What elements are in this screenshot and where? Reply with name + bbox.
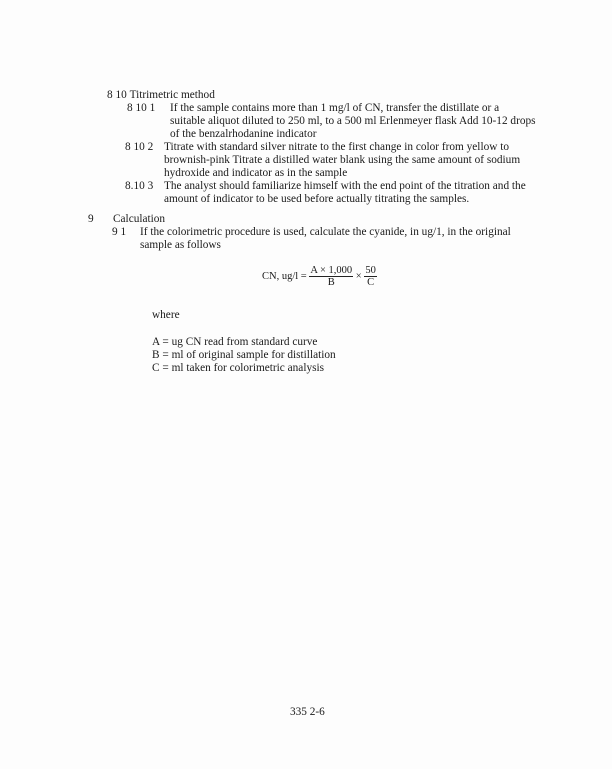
numerator: 50 xyxy=(365,265,376,276)
definitions-list xyxy=(152,336,336,375)
text-line: of the benzalrhodanine indicator xyxy=(170,128,317,140)
item-number: 8 10 1 xyxy=(127,102,156,114)
numerator: A × 1,000 xyxy=(310,265,353,276)
definition-text: ml taken for colorimetric analysis xyxy=(171,362,325,374)
variable: C xyxy=(152,362,160,374)
denominator: C xyxy=(367,277,375,288)
definition-b xyxy=(152,349,336,362)
equals: = xyxy=(162,336,169,348)
definition-c xyxy=(152,362,336,375)
fraction-2 xyxy=(364,265,377,288)
definition-a xyxy=(152,336,336,349)
variable: B xyxy=(152,349,160,361)
text-line: hydroxide and indicator as in the sample xyxy=(164,167,348,179)
variable: A xyxy=(152,336,160,348)
item-text xyxy=(164,180,526,206)
text-line: The analyst should familiarize himself with the end point of the titration and the xyxy=(164,180,526,192)
text-line: If the sample contains more than 1 mg/l of CN, transfer the distillate or a xyxy=(170,102,500,114)
definition-text: ug CN read from standard curve xyxy=(171,336,318,348)
text-line: brownish-pink Titrate a distilled water blank using the same amount of sodium xyxy=(164,154,521,166)
where-label: where xyxy=(152,309,180,321)
formula-lhs: CN, ug/l = xyxy=(262,270,307,282)
section-9-number: 9 xyxy=(88,213,94,225)
item-number: 8.10 3 xyxy=(125,180,154,192)
times-sign: × xyxy=(355,270,362,282)
definition-text: ml of original sample for distillation xyxy=(171,349,336,361)
equals: = xyxy=(162,349,169,361)
section-9-title: Calculation xyxy=(113,213,166,225)
item-text xyxy=(164,141,520,180)
item-number: 9 1 xyxy=(112,226,127,238)
text-line: If the colorimetric procedure is used, calculate the cyanide, in ug/1, in the original xyxy=(140,226,511,238)
text-line: sample as follows xyxy=(140,239,221,251)
section-number: 8 10 xyxy=(107,89,127,101)
section-title: Titrimetric method xyxy=(129,89,215,101)
text-line: amount of indicator to be used before actually titrating the samples. xyxy=(164,193,470,205)
item-text xyxy=(170,102,536,141)
page-footer: 335 2-6 xyxy=(290,706,325,718)
section-8-10-heading xyxy=(107,89,215,102)
formula xyxy=(262,265,377,288)
denominator: B xyxy=(327,277,335,288)
text-line: Titrate with standard silver nitrate to the first change in color from yellow to xyxy=(164,141,509,153)
fraction-1 xyxy=(309,265,353,288)
equals: = xyxy=(162,362,169,374)
item-text xyxy=(140,226,511,252)
text-line: suitable aliquot diluted to 250 ml, to a 500 ml Erlenmeyer flask Add 10-12 drops xyxy=(170,115,536,127)
item-number: 8 10 2 xyxy=(125,141,154,153)
